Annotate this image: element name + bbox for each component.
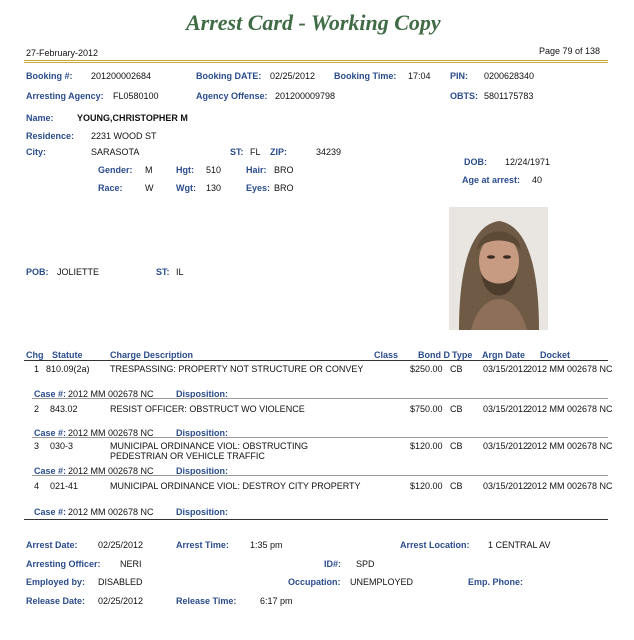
case-label: Case #:: [34, 507, 67, 517]
release-date: 02/25/2012: [98, 596, 144, 606]
occupation-label: Occupation:: [288, 577, 341, 587]
booking-time: 17:04: [408, 71, 431, 81]
disposition-label: Disposition:: [176, 507, 228, 517]
booking-date-label: Booking DATE:: [196, 71, 262, 81]
age-value: 40: [532, 175, 543, 185]
name-label: Name:: [26, 113, 54, 123]
table-header-rule: [24, 360, 608, 361]
officer-id-label: ID#:: [324, 559, 342, 569]
disposition-label: Disposition:: [176, 428, 228, 438]
zip-label: ZIP:: [270, 147, 287, 157]
residence-value: 2231 WOOD ST: [91, 131, 157, 141]
emp-phone-label: Emp. Phone:: [468, 577, 524, 587]
mugshot-image: [449, 207, 548, 330]
charge-number: 1: [34, 364, 40, 374]
state-value: FL: [250, 147, 261, 157]
table-bottom-rule: [24, 519, 608, 520]
charge-docket: 2012 MM 002678 NC: [527, 441, 613, 451]
charge-statute: 021-41: [50, 481, 79, 491]
col-header-bond: Bond D: [418, 350, 450, 360]
charge-argn-date: 03/15/2012: [483, 441, 529, 451]
charge-description: MUNICIPAL ORDINANCE VIOL: OBSTRUCTING: [110, 441, 309, 451]
charge-bond: $120.00: [410, 481, 443, 491]
arrest-time: 1:35 pm: [250, 540, 283, 550]
charge-description: TRESPASSING: PROPERTY NOT STRUCTURE OR CONVEY: [110, 364, 364, 374]
arrest-time-label: Arrest Time:: [176, 540, 229, 550]
dob-label: DOB:: [464, 157, 487, 167]
agency-offense: 201200009798: [275, 91, 336, 101]
release-date-label: Release Date:: [26, 596, 86, 606]
disposition-label: Disposition:: [176, 466, 228, 476]
pob-label: POB:: [26, 267, 49, 277]
hair-label: Hair:: [246, 165, 267, 175]
obts-value: 5801175783: [484, 91, 534, 101]
case-number: 2012 MM 002678 NC: [68, 389, 154, 399]
arrest-location-label: Arrest Location:: [400, 540, 470, 550]
city-value: SARASOTA: [91, 147, 140, 157]
arresting-agency: FL0580100: [113, 91, 159, 101]
charge-number: 4: [34, 481, 40, 491]
pob-state-value: IL: [176, 267, 184, 277]
agency-offense-label: Agency Offense:: [196, 91, 268, 101]
booking-number: 201200002684: [91, 71, 152, 81]
person-name: YOUNG,CHRISTOPHER M: [77, 113, 188, 123]
release-time-label: Release Time:: [176, 596, 237, 606]
arrest-date-label: Arrest Date:: [26, 540, 78, 550]
row-divider: [32, 437, 608, 438]
charge-docket: 2012 MM 002678 NC: [527, 481, 613, 491]
mugshot-photo: [449, 207, 548, 330]
height-label: Hgt:: [176, 165, 194, 175]
col-header-argn-date: Argn Date: [482, 350, 526, 360]
case-number: 2012 MM 002678 NC: [68, 428, 154, 438]
arrest-date: 02/25/2012: [98, 540, 144, 550]
booking-date: 02/25/2012: [270, 71, 316, 81]
booking-number-label: Booking #:: [26, 71, 73, 81]
charge-argn-date: 03/15/2012: [483, 364, 529, 374]
case-label: Case #:: [34, 428, 67, 438]
weight-label: Wgt:: [176, 183, 196, 193]
gender-label: Gender:: [98, 165, 133, 175]
col-header-type: Type: [452, 350, 473, 360]
disposition-label: Disposition:: [176, 389, 228, 399]
residence-label: Residence:: [26, 131, 75, 141]
booking-time-label: Booking Time:: [334, 71, 397, 81]
charge-argn-date: 03/15/2012: [483, 404, 529, 414]
case-number: 2012 MM 002678 NC: [68, 507, 154, 517]
charge-statute: 843.02: [50, 404, 78, 414]
age-label: Age at arrest:: [462, 175, 521, 185]
case-label: Case #:: [34, 389, 67, 399]
occupation-value: UNEMPLOYED: [350, 577, 414, 587]
charge-type: CB: [450, 404, 463, 414]
charge-bond: $250.00: [410, 364, 443, 374]
obts-label: OBTS:: [450, 91, 478, 101]
charge-argn-date: 03/15/2012: [483, 481, 529, 491]
col-header-docket: Docket: [540, 350, 571, 360]
charge-description: RESIST OFFICER: OBSTRUCT WO VIOLENCE: [110, 404, 305, 414]
col-header-statute: Statute: [52, 350, 83, 360]
charge-description-cont: PEDESTRIAN OR VEHICLE TRAFFIC: [110, 451, 265, 461]
weight-value: 130: [206, 183, 222, 193]
header-rule: [24, 60, 608, 63]
charge-docket: 2012 MM 002678 NC: [527, 364, 613, 374]
release-time: 6:17 pm: [260, 596, 293, 606]
city-label: City:: [26, 147, 46, 157]
arresting-officer-label: Arresting Officer:: [26, 559, 101, 569]
charge-type: CB: [450, 441, 463, 451]
pob-state-label: ST:: [156, 267, 170, 277]
charge-number: 2: [34, 404, 40, 414]
arresting-agency-label: Arresting Agency:: [26, 91, 104, 101]
charge-statute: 810.09(2a): [46, 364, 90, 374]
charge-docket: 2012 MM 002678 NC: [527, 404, 613, 414]
case-label: Case #:: [34, 466, 67, 476]
hair-value: BRO: [274, 165, 294, 175]
charge-statute: 030-3: [50, 441, 74, 451]
col-header-description: Charge Description: [110, 350, 194, 360]
charge-bond: $120.00: [410, 441, 443, 451]
officer-id: SPD: [356, 559, 375, 569]
pin-label: PIN:: [450, 71, 468, 81]
page-title: Arrest Card - Working Copy: [186, 10, 441, 35]
col-header-class: Class: [374, 350, 399, 360]
row-divider: [32, 398, 608, 399]
charge-type: CB: [450, 364, 463, 374]
row-divider: [32, 475, 608, 476]
race-value: W: [145, 183, 154, 193]
eyes-value: BRO: [274, 183, 294, 193]
page-number: Page 79 of 138: [539, 46, 601, 56]
case-number: 2012 MM 002678 NC: [68, 466, 154, 476]
charge-number: 3: [34, 441, 40, 451]
gender-value: M: [145, 165, 153, 175]
arrest-location: 1 CENTRAL AV: [488, 540, 551, 550]
pob-value: JOLIETTE: [57, 267, 100, 277]
charge-description: MUNICIPAL ORDINANCE VIOL: DESTROY CITY PROPERTY: [110, 481, 361, 491]
col-header-chg: Chg: [26, 350, 44, 360]
height-value: 510: [206, 165, 222, 175]
arresting-officer: NERI: [120, 559, 142, 569]
zip-value: 34239: [316, 147, 342, 157]
employed-by-label: Employed by:: [26, 577, 86, 587]
employed-by: DISABLED: [98, 577, 143, 587]
charge-type: CB: [450, 481, 463, 491]
charge-bond: $750.00: [410, 404, 443, 414]
report-date: 27-February-2012: [26, 48, 99, 58]
eyes-label: Eyes:: [246, 183, 271, 193]
state-label: ST:: [230, 147, 244, 157]
pin-value: 0200628340: [484, 71, 535, 81]
dob-value: 12/24/1971: [505, 157, 551, 167]
race-label: Race:: [98, 183, 123, 193]
